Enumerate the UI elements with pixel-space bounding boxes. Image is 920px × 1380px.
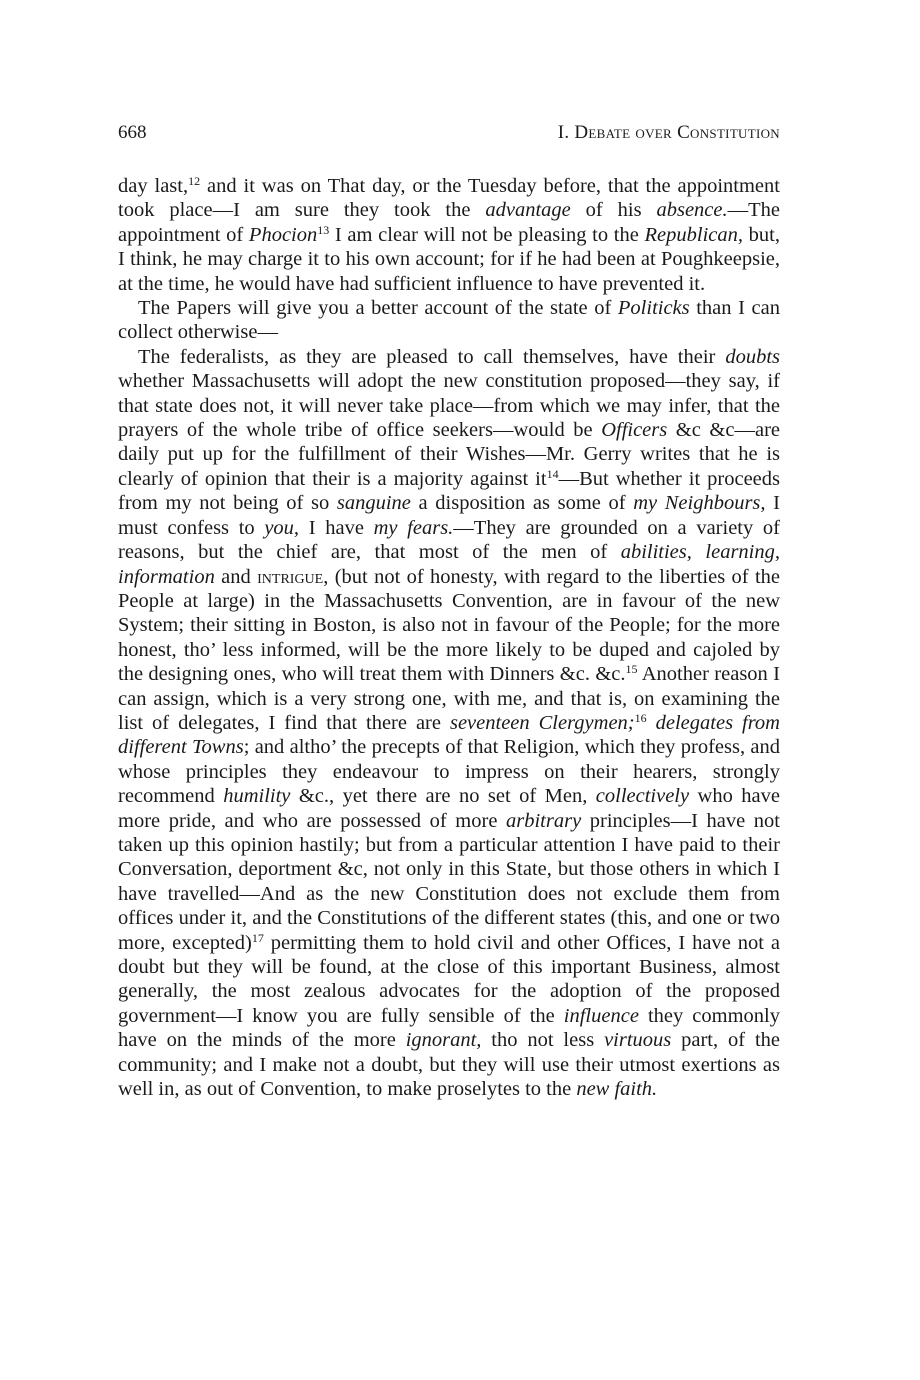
text-run: they commonly have on the minds of the more (118, 1004, 780, 1052)
text-run: than I can collect otherwise— (118, 297, 781, 344)
running-head: I. Debate over Constitution (557, 122, 780, 143)
italic-text: delegates from different Towns (118, 711, 780, 759)
text-run: tho not less (481, 1029, 605, 1052)
text-run: &c &c—are daily put up for the fulfillment of their Wishes—Mr. Gerry writes that he is clearly of opinion that their is a majority against it (118, 419, 780, 490)
footnote-reference: 14 (546, 466, 559, 481)
footnote-reference: 16 (634, 710, 647, 725)
text-run: —They are grounded on a variety of reasons, but the chief are, that most of the men of (118, 516, 780, 564)
text-run: I must confess to (118, 492, 781, 539)
footnote-reference: 13 (317, 222, 330, 237)
italic-text: sanguine (336, 492, 411, 515)
paragraph (118, 174, 780, 296)
italic-text: Republican, (644, 223, 743, 246)
text-run: of his (570, 199, 657, 222)
body-text (118, 174, 780, 1101)
small-caps-text: intrigue, (257, 565, 329, 588)
italic-text: humility (223, 785, 291, 808)
text-run: and it was on That day, or the Tuesday before, that the appointment took place—I am sure they took the (118, 175, 780, 222)
italic-text: influence (563, 1004, 639, 1027)
text-run: I have (299, 516, 374, 539)
text-run: I am clear will not be pleasing to the (329, 223, 645, 246)
text-run: but, I think, he may charge it to his own account; for if he had been at Poughkeepsie, at the time, he would have had sufficient influence to have prevented it. (118, 223, 781, 295)
text-run: principles—I have not taken up this opinion hastily; but from a particular attention I have paid to their Conversation, deportment &c, not only in this State, but those others in which I have travelled—And as the new Constitution does not exclude them from offices under it, and the Constitutions of the different states (this, and one or two more, excepted) (118, 809, 780, 954)
text-run: who have more pride, and who are possessed of more (118, 785, 780, 832)
paragraph (118, 345, 780, 1102)
italic-text: my fears. (373, 516, 454, 539)
text-run: whether Massachusetts will adopt the new constitution proposed—they say, if that state does not, it will never take place—from which we may infer, that the prayers of the whole tribe of office seekers—would be (118, 370, 780, 442)
footnote-reference: 15 (625, 662, 638, 677)
italic-text: absence. (656, 199, 728, 222)
italic-text: you, (264, 516, 300, 539)
italic-text: doubts (725, 345, 780, 368)
italic-text: ignorant, (405, 1029, 482, 1052)
italic-text: new faith. (576, 1078, 658, 1101)
italic-text: my Neighbours, (633, 492, 766, 515)
page-header (118, 122, 780, 150)
italic-text: Officers (601, 419, 668, 442)
text-run: The federalists, as they are pleased to call themselves, have their (138, 345, 726, 368)
footnote-reference: 17 (251, 930, 264, 945)
footnote-reference: 12 (188, 174, 201, 188)
italic-text: virtuous (604, 1029, 672, 1052)
text-run: —The appointment of (118, 199, 780, 246)
paragraph (118, 296, 780, 345)
text-run: a disposition as some of (410, 492, 634, 515)
italic-text: Politicks (617, 297, 690, 320)
italic-text: advantage (485, 199, 571, 222)
text-run: day last, (118, 175, 189, 197)
text-run: &c., yet there are no set of Men, (290, 785, 596, 808)
text-run: permitting them to hold civil and other Offices, I have not a doubt but they will be found, at the close of this important Business, almost generally, the most zealous advocates for the adoption of the proposed government—I know you are fully sensible of the (118, 931, 780, 1027)
text-run: part, of the community; and I make not a doubt, but they will use their utmost exertions as well in, as out of Convention, to make proselytes to the (118, 1029, 780, 1101)
italic-text: collectively (595, 785, 690, 808)
page-number: 668 (118, 122, 147, 143)
text-run: (but not of honesty, with regard to the liberties of the People at large) in the Massachusetts Convention, are in favour of the new System; their sitting in Boston, is also not in favour of the People; for the more honest, tho’ less informed, will be the more likely to be duped and cajoled by the designing ones, who will treat them with Dinners &c. &c. (118, 565, 780, 686)
text-run: —But whether it proceeds from my not being of so (118, 467, 780, 515)
text-run: ; and altho’ the precepts of that Religion, which they profess, and whose principles they endeavour to impress on their hearers, strongly recommend (118, 736, 780, 808)
italic-text: arbitrary (506, 809, 582, 832)
text-run (647, 712, 656, 734)
italic-text: abilities, learning, information (118, 541, 780, 588)
text-run: Another reason I can assign, which is a very strong one, with me, and that is, on examining the list of delegates, I find that there are (118, 663, 780, 734)
text-run: and (214, 565, 258, 588)
text-run: The Papers will give you a better account of the state of (138, 297, 618, 320)
italic-text: seventeen Clergymen; (449, 711, 635, 734)
italic-text: Phocion (248, 223, 318, 246)
